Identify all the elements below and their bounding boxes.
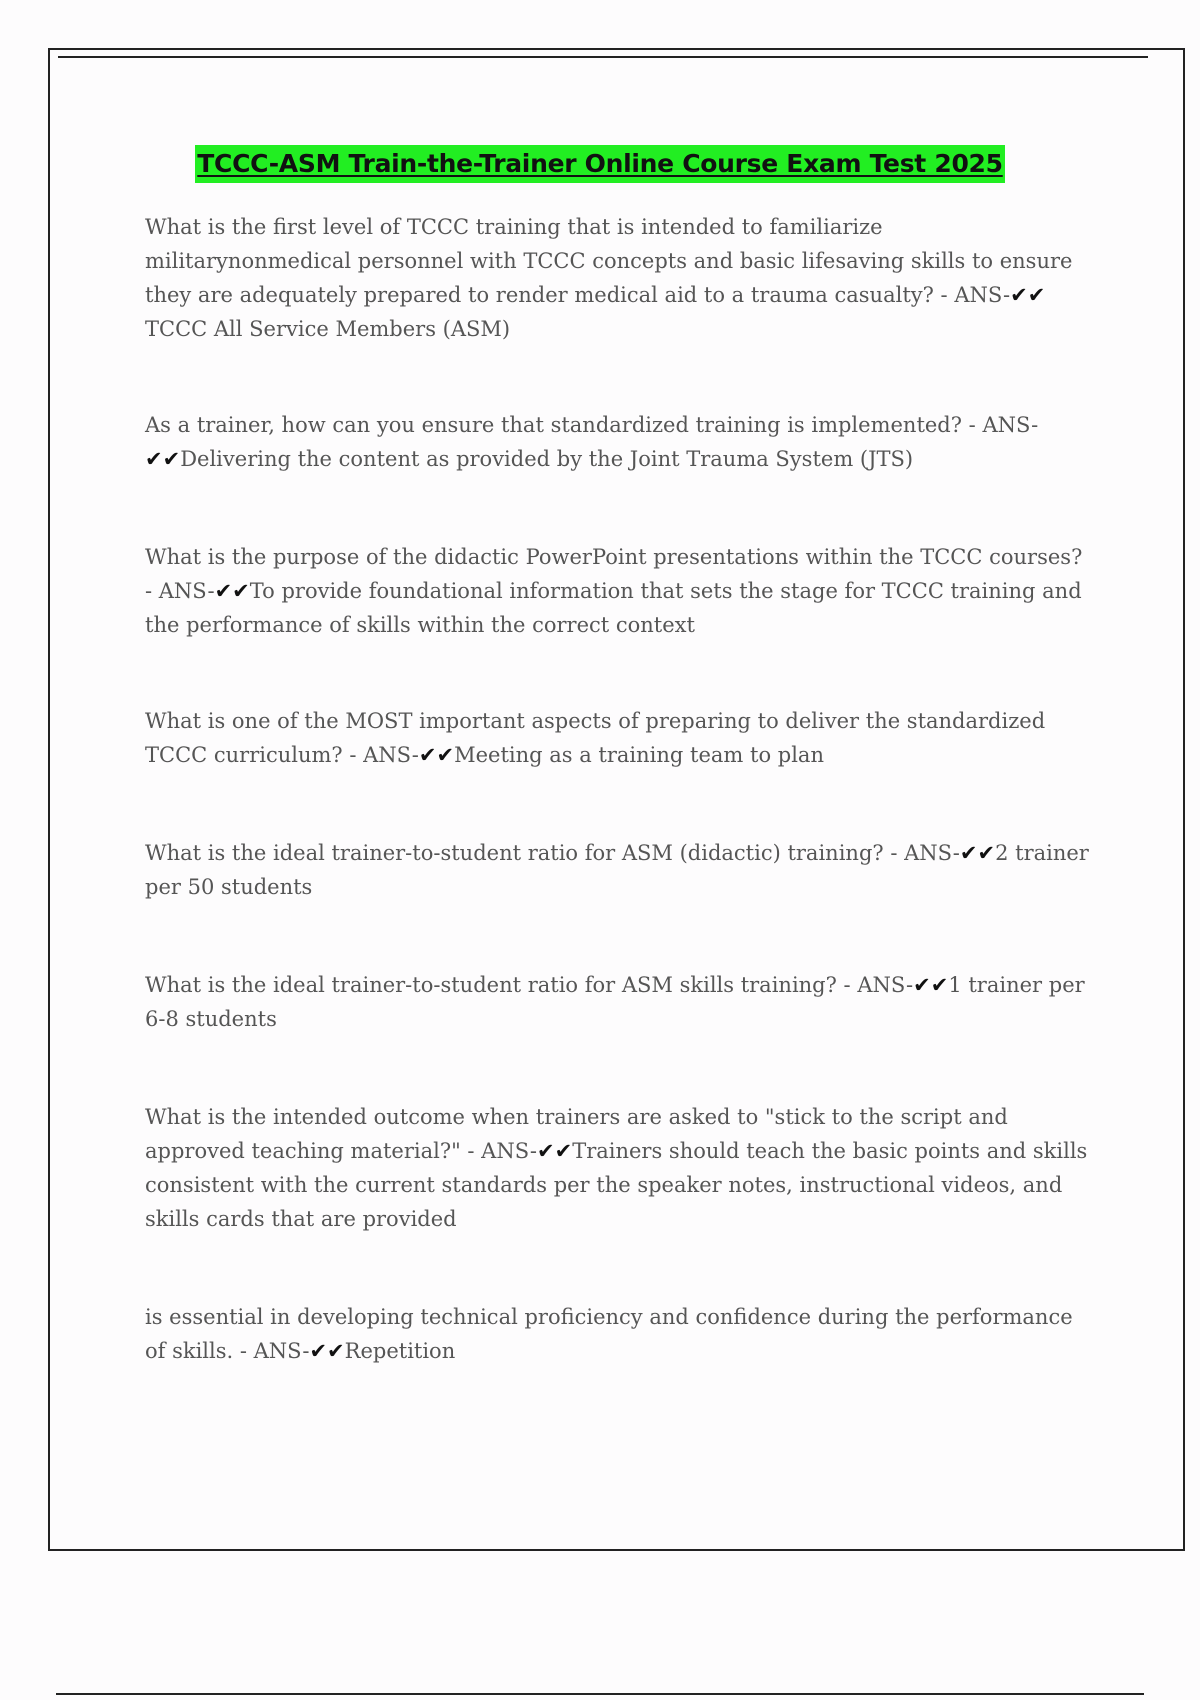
check-icon: ✔✔	[1010, 283, 1046, 307]
qa-item-7	[145, 1100, 1095, 1236]
qa-item-2	[145, 408, 1095, 476]
qa-item-6	[145, 968, 1095, 1036]
bottom-divider	[56, 1693, 1144, 1695]
check-icon: ✔✔	[418, 743, 455, 767]
question-text: As a trainer, how can you ensure that standardized training is implemented? - ANS-	[145, 413, 1039, 437]
answer-text: Repetition	[344, 1339, 456, 1363]
question-text: What is the purpose of the didactic PowerPoint presentations within the TCCC courses? - ANS-	[145, 545, 1083, 603]
question-text: What is the intended outcome when trainers are asked to "stick to the script and approved teaching material?" - ANS-	[145, 1105, 1008, 1163]
answer-text: Delivering the content as provided by the Joint Trauma System (JTS)	[180, 447, 914, 471]
answer-text: TCCC All Service Members (ASM)	[145, 317, 511, 341]
qa-item-4	[145, 704, 1095, 772]
question-text: What is one of the MOST important aspects of preparing to deliver the standardized TCCC curriculum? - ANS-	[145, 709, 1046, 767]
check-icon: ✔✔	[959, 841, 996, 865]
qa-item-1	[145, 210, 1095, 346]
check-icon: ✔✔	[913, 973, 949, 997]
check-icon: ✔✔	[309, 1339, 345, 1363]
question-text: What is the first level of TCCC training that is intended to familiarize militarynonmedical personnel with TCCC concepts and basic lifesaving skills to ensure they are adequately prepared to render medical aid to a trauma casualty? - ANS-	[145, 215, 1073, 307]
qa-item-8	[145, 1300, 1095, 1368]
qa-item-3	[145, 540, 1095, 642]
check-icon: ✔✔	[214, 579, 250, 603]
question-text: What is the ideal trainer-to-student ratio for ASM skills training? - ANS-	[145, 973, 914, 997]
document-title: TCCC-ASM Train-the-Trainer Online Course Exam Test 2025	[195, 145, 1004, 183]
title-container	[0, 145, 1200, 183]
question-text: What is the ideal trainer-to-student ratio for ASM (didactic) training? - ANS-	[145, 841, 960, 865]
answer-text: Trainers should teach the basic points and skills consistent with the current standards per the speaker notes, instructional videos, and skills cards that are provided	[145, 1139, 1088, 1231]
qa-list	[145, 210, 1095, 1368]
check-icon: ✔✔	[145, 447, 181, 471]
check-icon: ✔✔	[536, 1139, 573, 1163]
answer-text: 1 trainer per 6-8 students	[145, 973, 1085, 1031]
qa-item-5	[145, 836, 1095, 904]
answer-text: To provide foundational information that sets the stage for TCCC training and the performance of skills within the correct context	[145, 579, 1082, 637]
question-text: is essential in developing technical proficiency and confidence during the performance of skills. - ANS-	[145, 1305, 1073, 1363]
top-divider	[58, 56, 1148, 58]
answer-text: Meeting as a training team to plan	[454, 743, 824, 767]
answer-text: 2 trainer per 50 students	[145, 841, 1089, 899]
